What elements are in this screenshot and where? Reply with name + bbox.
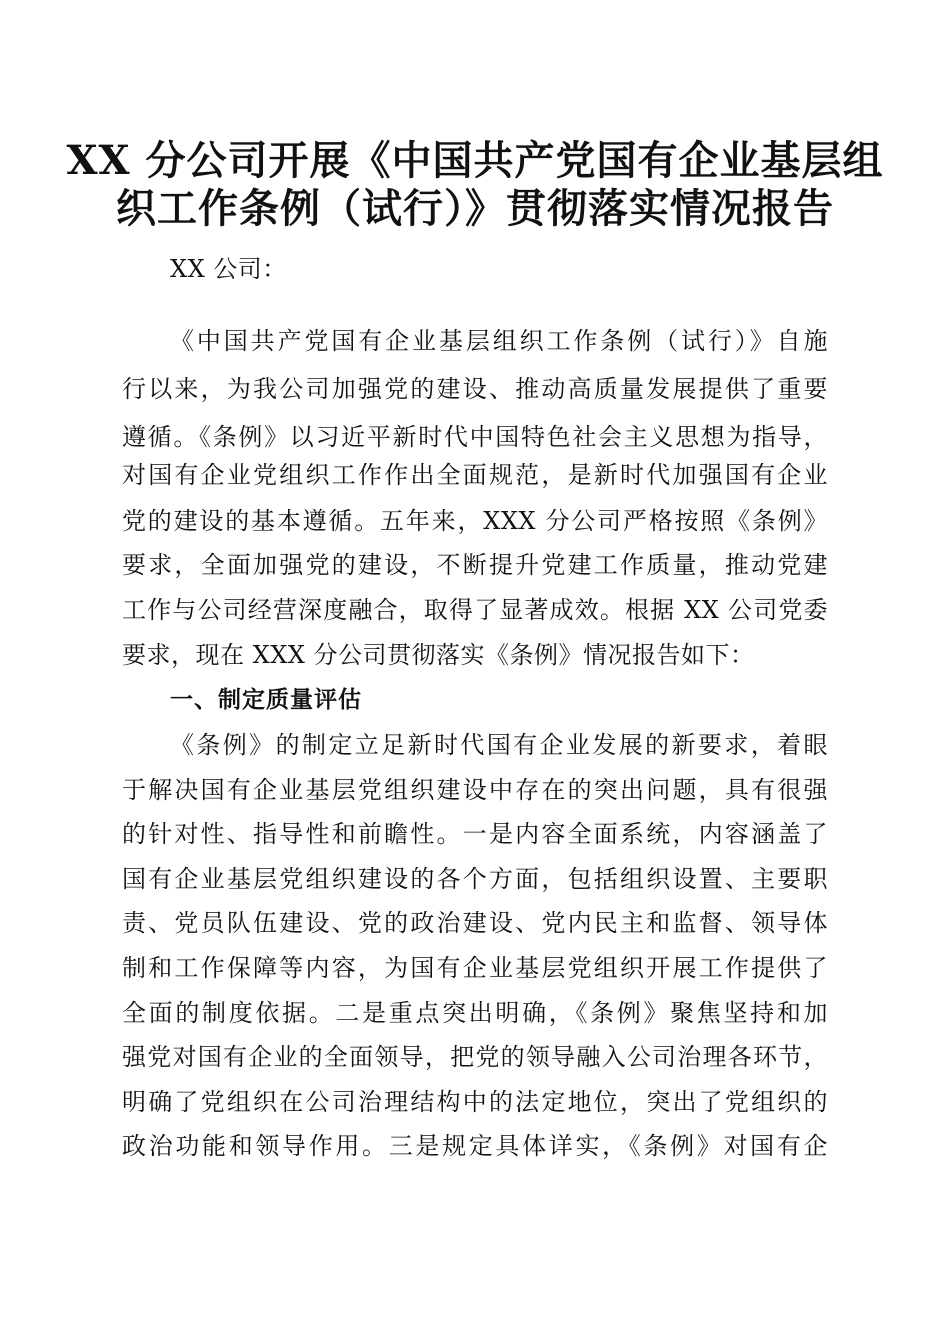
intro-line: 《中国共产党国有企业基层组织工作条例（试行）》自施: [170, 327, 828, 355]
section-1-line: 明确了党组织在公司治理结构中的法定地位，突出了党组织的: [122, 1088, 828, 1116]
intro-line: 要求，现在 XXX 分公司贯彻落实《条例》情况报告如下：: [122, 641, 755, 669]
section-1-line: 《条例》的制定立足新时代国有企业发展的新要求，着眼: [170, 731, 828, 759]
salutation: XX 公司：: [170, 255, 287, 283]
section-1-line: 责、党员队伍建设、党的政治建设、党内民主和监督、领导体: [122, 909, 828, 937]
intro-line: 工作与公司经营深度融合，取得了显著成效。根据 XX 公司党委: [122, 596, 828, 624]
intro-line: 党的建设的基本遵循。五年来，XXX 分公司严格按照《条例》: [122, 507, 828, 535]
section-1-line: 的针对性、指导性和前瞻性。一是内容全面系统，内容涵盖了: [122, 820, 828, 848]
section-1-line: 国有企业基层党组织建设的各个方面，包括组织设置、主要职: [122, 865, 828, 893]
intro-line: 行以来，为我公司加强党的建设、推动高质量发展提供了重要: [122, 375, 828, 403]
section-1-line: 政治功能和领导作用。三是规定具体详实，《条例》对国有企: [122, 1132, 828, 1160]
intro-line: 遵循。《条例》以习近平新时代中国特色社会主义思想为指导，: [122, 423, 828, 451]
intro-line: 要求，全面加强党的建设，不断提升党建工作质量，推动党建: [122, 551, 828, 579]
section-1-line: 全面的制度依据。二是重点突出明确，《条例》聚焦坚持和加: [122, 999, 828, 1027]
intro-line: 对国有企业党组织工作作出全面规范，是新时代加强国有企业: [122, 461, 828, 489]
section-1-line: 于解决国有企业基层党组织建设中存在的突出问题，具有很强: [122, 776, 828, 804]
section-1-line: 强党对国有企业的全面领导，把党的领导融入公司治理各环节，: [122, 1043, 828, 1071]
section-1-line: 制和工作保障等内容，为国有企业基层党组织开展工作提供了: [122, 954, 828, 982]
report-title-line-1: XX 分公司开展《中国共产党国有企业基层组: [66, 137, 884, 184]
report-title-line-2: 织工作条例（试行）》贯彻落实情况报告: [116, 185, 834, 232]
section-1-heading: 一、制定质量评估: [170, 687, 362, 713]
